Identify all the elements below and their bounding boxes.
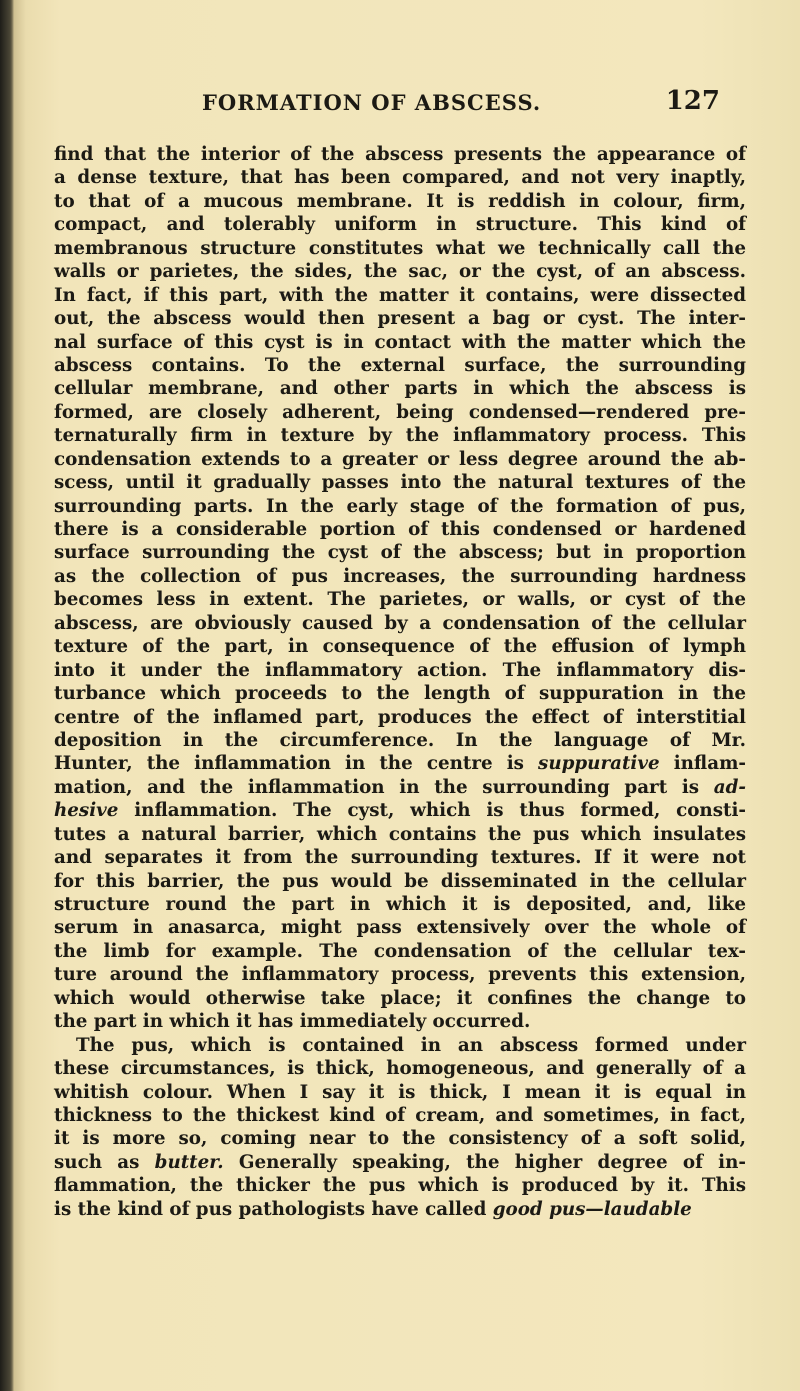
text-line bbox=[54, 776, 746, 799]
text-line: to that of a mucous membrane. It is reddish in colour, firm, bbox=[54, 190, 746, 212]
page-header bbox=[56, 86, 746, 126]
text-line: centre of the inflamed part, produces the effect of interstitial bbox=[54, 706, 746, 728]
text-segment: inflam- bbox=[659, 753, 746, 775]
text-line: walls or parietes, the sides, the sac, or the cyst, of an abscess. bbox=[54, 261, 746, 283]
italic-term: ad- bbox=[713, 776, 746, 798]
text-line: ture around the inflammatory process, prevents this extension, bbox=[54, 964, 746, 986]
text-line: for this barrier, the pus would be disseminated in the cellular bbox=[54, 870, 746, 892]
text-line: as the collection of pus increases, the surrounding hardness bbox=[54, 565, 746, 587]
text-segment: inflammation. The cyst, which is thus formed, consti- bbox=[118, 800, 746, 822]
text-line: which would otherwise take place; it confines the change to bbox=[54, 987, 746, 1009]
text-line: formed, are closely adherent, being condensed—rendered pre- bbox=[54, 401, 746, 423]
text-line bbox=[54, 1151, 746, 1174]
text-line: abscess contains. To the external surface, the surrounding bbox=[54, 354, 746, 376]
text-line: In fact, if this part, with the matter it contains, were dissected bbox=[54, 284, 746, 306]
text-line: surrounding parts. In the early stage of the formation of pus, bbox=[54, 495, 746, 517]
italic-term: good pus—laudable bbox=[492, 1198, 692, 1220]
text-line: there is a considerable portion of this condensed or hardened bbox=[54, 519, 746, 540]
italic-term: suppurative bbox=[538, 753, 660, 775]
text-line: the part in which it has immediately occurred. bbox=[54, 1011, 531, 1033]
text-segment: Hunter, the inflammation in the centre is bbox=[54, 753, 539, 775]
text-line: these circumstances, is thick, homogeneous, and generally of a bbox=[54, 1058, 746, 1080]
text-segment: Generally speaking, the higher degree of in- bbox=[223, 1151, 747, 1173]
text-line: structure round the part in which it is deposited, and, like bbox=[54, 894, 746, 915]
text-segment: such as bbox=[54, 1151, 155, 1173]
text-line: flammation, the thicker the pus which is produced by it. This bbox=[54, 1175, 746, 1197]
page-number: 127 bbox=[665, 86, 720, 116]
text-line bbox=[54, 752, 746, 775]
text-line: deposition in the circumference. In the language of Mr. bbox=[54, 729, 746, 751]
text-line: ternaturally firm in texture by the inflammatory process. This bbox=[54, 425, 746, 447]
text-line: compact, and tolerably uniform in structure. This kind of bbox=[54, 214, 746, 236]
text-line: a dense texture, that has been compared, and not very inaptly, bbox=[54, 167, 746, 189]
italic-term: hesive bbox=[54, 800, 119, 822]
text-line: tutes a natural barrier, which contains the pus which insulates bbox=[54, 823, 746, 845]
text-line: find that the interior of the abscess presents the appearance of bbox=[54, 144, 746, 165]
text-line: nal surface of this cyst is in contact with the matter which the bbox=[54, 331, 746, 353]
text-line: it is more so, coming near to the consistency of a soft solid, bbox=[54, 1128, 746, 1150]
italic-term: butter. bbox=[154, 1151, 224, 1173]
text-line: serum in anasarca, might pass extensively over the whole of bbox=[54, 917, 746, 939]
text-line: surface surrounding the cyst of the abscess; but in proportion bbox=[54, 542, 746, 564]
text-line: condensation extends to a greater or less degree around the ab- bbox=[54, 448, 746, 470]
text-line: texture of the part, in consequence of the effusion of lymph bbox=[54, 636, 746, 658]
text-line: and separates it from the surrounding textures. If it were not bbox=[54, 847, 746, 869]
text-line: cellular membrane, and other parts in which the abscess is bbox=[54, 378, 746, 400]
text-line: thickness to the thickest kind of cream, and sometimes, in fact, bbox=[54, 1104, 746, 1126]
text-segment: is the kind of pus pathologists have called bbox=[54, 1198, 493, 1220]
body-text bbox=[54, 143, 746, 1221]
text-line: turbance which proceeds to the length of suppuration in the bbox=[54, 683, 746, 705]
text-line: into it under the inflammatory action. The inflammatory dis- bbox=[54, 659, 746, 681]
text-line: the limb for example. The condensation of the cellular tex- bbox=[54, 940, 746, 962]
text-line bbox=[54, 1198, 746, 1221]
text-line: out, the abscess would then present a bag or cyst. The inter- bbox=[54, 308, 746, 330]
text-line: The pus, which is contained in an abscess formed under bbox=[76, 1034, 746, 1056]
text-line: becomes less in extent. The parietes, or walls, or cyst of the bbox=[54, 589, 746, 611]
text-line: abscess, are obviously caused by a condensation of the cellular bbox=[54, 612, 746, 634]
text-line: membranous structure constitutes what we technically call the bbox=[54, 237, 746, 259]
text-segment: mation, and the inflammation in the surrounding part is bbox=[54, 776, 714, 798]
text-line: scess, until it gradually passes into the natural textures of the bbox=[54, 472, 746, 494]
text-line bbox=[54, 799, 746, 822]
running-title: FORMATION OF ABSCESS. bbox=[202, 90, 542, 115]
text-line: whitish colour. When I say it is thick, I mean it is equal in bbox=[54, 1081, 746, 1103]
spine-shadow bbox=[0, 0, 14, 1391]
